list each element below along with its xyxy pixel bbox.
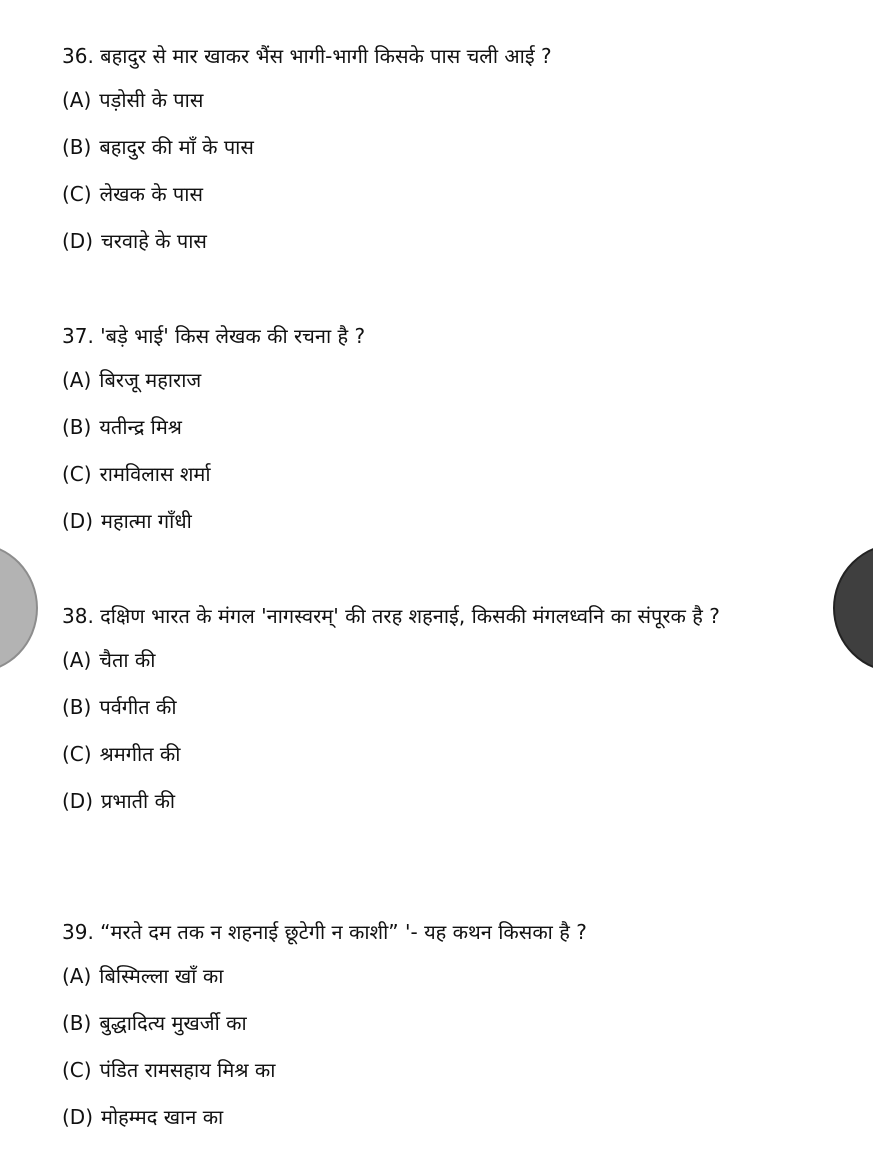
question-text: 37. 'बड़े भाई' किस लेखक की रचना है ? [62,324,366,348]
option-text: पड़ोसी के पास [99,88,204,112]
question-36 [62,40,762,274]
option-c [62,460,762,488]
option-text: बिरजू महाराज [99,368,202,392]
question-text: 38. दक्षिण भारत के मंगल 'नागस्वरम्' की तरह शहनाई, किसकी मंगलध्वनि का संपूरक है ? [62,604,720,628]
option-letter: (C) [62,182,92,206]
option-text: बहादुर की माँ के पास [99,135,254,159]
option-text: श्रमगीत की [99,742,181,766]
option-letter: (A) [62,88,92,112]
option-letter: (D) [62,1105,94,1129]
option-a [62,366,762,394]
option-text: बुद्धादित्य मुखर्जी का [99,1011,247,1035]
option-letter: (A) [62,648,92,672]
question-37 [62,320,762,554]
option-a [62,962,762,990]
option-text: चरवाहे के पास [101,229,207,253]
option-c [62,740,762,768]
option-d [62,507,762,535]
option-a [62,86,762,114]
option-d [62,787,762,815]
option-letter: (A) [62,368,92,392]
option-b [62,133,762,161]
option-text: यतीन्द्र मिश्र [99,415,182,439]
option-text: चैता की [99,648,156,672]
option-letter: (A) [62,964,92,988]
next-page-button[interactable] [833,543,873,673]
option-letter: (C) [62,1058,92,1082]
option-letter: (C) [62,462,92,486]
question-39 [62,916,762,1150]
option-letter: (D) [62,229,94,253]
option-letter: (B) [62,415,92,439]
question-text: 36. बहादुर से मार खाकर भैंस भागी-भागी किसके पास चली आई ? [62,44,552,68]
question-text: 39. “मरते दम तक न शहनाई छूटेगी न काशी” '- यह कथन किसका है ? [62,920,587,944]
option-b [62,413,762,441]
option-text: बिस्मिल्ला खाँ का [99,964,224,988]
option-letter: (D) [62,789,94,813]
option-c [62,1056,762,1084]
previous-page-button[interactable] [0,543,38,673]
option-text: रामविलास शर्मा [99,462,211,486]
option-text: पंडित रामसहाय मिश्र का [99,1058,276,1082]
option-letter: (B) [62,695,92,719]
option-text: लेखक के पास [99,182,203,206]
option-letter: (C) [62,742,92,766]
option-d [62,1103,762,1131]
option-letter: (D) [62,509,94,533]
option-b [62,693,762,721]
option-letter: (B) [62,1011,92,1035]
question-38 [62,600,762,834]
option-letter: (B) [62,135,92,159]
option-a [62,646,762,674]
option-text: महात्मा गाँधी [101,509,192,533]
option-text: पर्वगीत की [99,695,177,719]
option-d [62,227,762,255]
option-b [62,1009,762,1037]
option-c [62,180,762,208]
option-text: प्रभाती की [101,789,176,813]
option-text: मोहम्मद खान का [101,1105,224,1129]
